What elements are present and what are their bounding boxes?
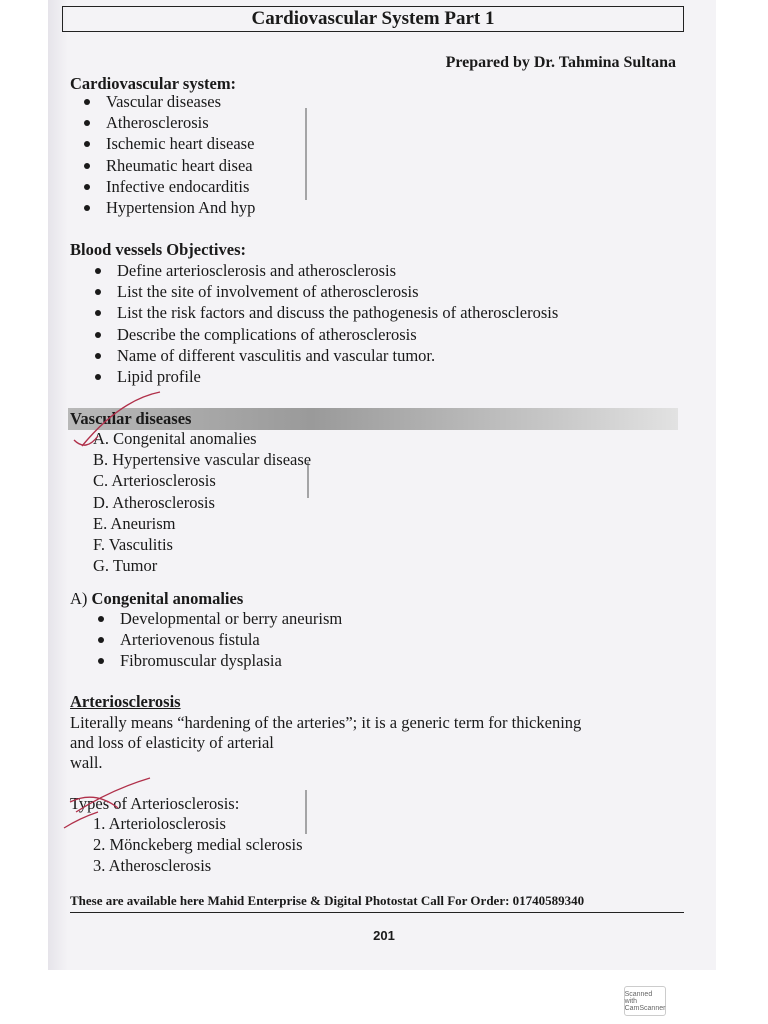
list-item: Infective endocarditis [80, 176, 255, 197]
list-item: Ischemic heart disease [80, 133, 255, 154]
cv-system-list [80, 91, 255, 218]
list-item: Name of different vasculitis and vascular tumor. [91, 345, 558, 366]
author-line: Prepared by Dr. Tahmina Sultana [445, 54, 676, 71]
page-number: 201 [373, 928, 395, 943]
list-item: Developmental or berry aneurism [94, 608, 342, 629]
list-item: 2. Mönckeberg medial sclerosis [93, 835, 303, 855]
congenital-heading [70, 589, 243, 609]
types-label: Types of Arteriosclerosis: [70, 794, 240, 813]
page-title-text: Cardiovascular System Part 1 [251, 8, 495, 29]
list-item: Describe the complications of atherosclerosis [91, 324, 558, 345]
objectives-heading: Blood vessels Objectives: [70, 240, 246, 259]
congenital-title: Congenital anomalies [91, 589, 244, 608]
list-item: Define arteriosclerosis and atherosclerosis [91, 260, 558, 281]
vascular-heading: Vascular diseases [70, 409, 192, 428]
list-item: Arteriovenous fistula [94, 629, 342, 650]
list-item: 1. Arteriolosclerosis [93, 814, 226, 833]
vascular-list [93, 428, 311, 576]
list-item: List the risk factors and discuss the pathogenesis of atherosclerosis [91, 302, 558, 323]
list-item: G. Tumor [93, 556, 158, 576]
list-item: List the site of involvement of atherosclerosis [91, 281, 558, 302]
definition-line: and loss of elasticity of arterial [70, 733, 274, 752]
definition-line: Literally means “hardening of the arteries”; it is a generic term for thickening [70, 713, 582, 732]
list-item: Vascular diseases [80, 91, 255, 112]
list-item: C. Arteriosclerosis [93, 471, 216, 491]
list-item: Hypertension And hyp [80, 197, 255, 218]
arteriosclerosis-definition [70, 713, 581, 773]
footer-advert: These are available here Mahid Enterprise & Digital Photostat Call For Order: 01740589340 [70, 893, 684, 913]
page-title [62, 6, 684, 32]
scanner-watermark: Scanned with CamScanner [624, 986, 666, 1016]
list-item: Lipid profile [91, 366, 558, 387]
list-item: Atherosclerosis [80, 112, 255, 133]
objectives-list [91, 260, 558, 387]
list-item: D. Atherosclerosis [93, 492, 215, 512]
list-item: Fibromuscular dysplasia [94, 650, 342, 671]
list-item: 3. Atherosclerosis [93, 856, 212, 876]
definition-line: wall. [70, 753, 103, 772]
list-item: Rheumatic heart disea [80, 155, 255, 176]
list-item: E. Aneurism [93, 513, 176, 533]
list-item: B. Hypertensive vascular disease [93, 450, 312, 470]
arteriosclerosis-heading: Arteriosclerosis [70, 692, 181, 711]
list-item: F. Vasculitis [93, 535, 173, 555]
types-list [93, 813, 303, 877]
congenital-prefix: A) [70, 589, 92, 608]
cv-system-heading: Cardiovascular system: [70, 74, 237, 93]
list-item: A. Congenital anomalies [93, 429, 257, 448]
congenital-list [94, 608, 342, 672]
